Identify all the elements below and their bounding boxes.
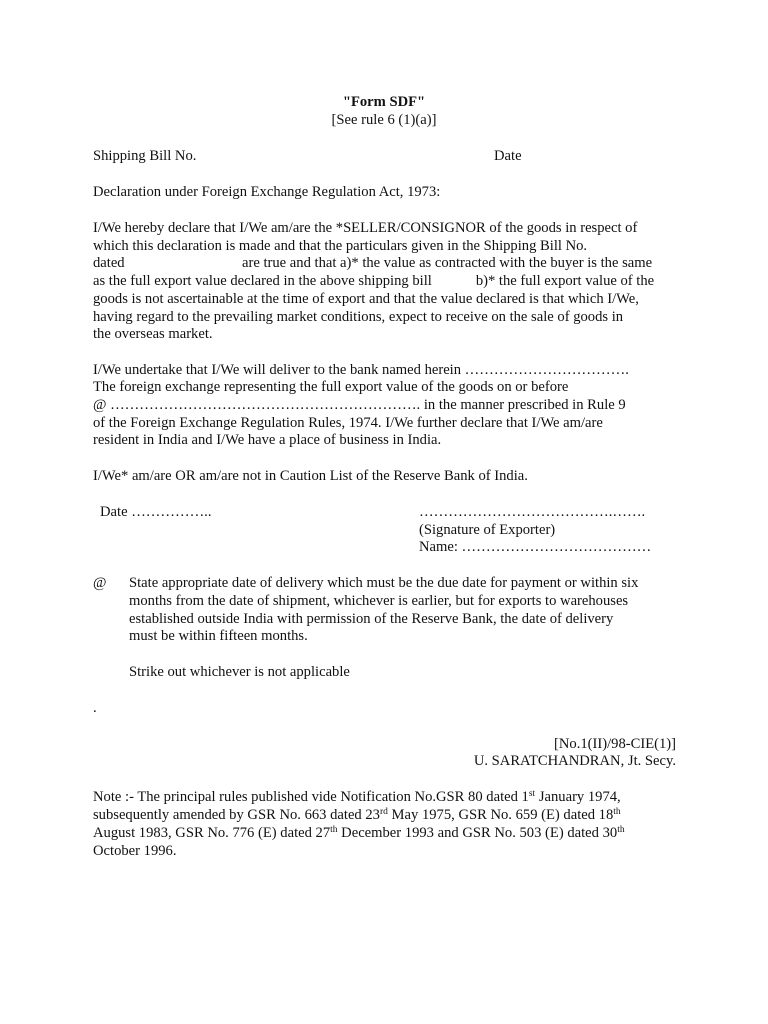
ordinal-suffix: th bbox=[617, 825, 625, 835]
signature-label: (Signature of Exporter) bbox=[419, 522, 556, 538]
footnote-line: State appropriate date of delivery which must be the due date for payment or within six bbox=[129, 575, 639, 591]
para1-line-right: b)* the full export value of the bbox=[475, 273, 655, 289]
shipping-bill-label: Shipping Bill No. bbox=[93, 148, 197, 164]
para1-line-dated: dated bbox=[93, 255, 125, 271]
note-line bbox=[93, 824, 625, 842]
exporter-name-line: Name: ………………………………… bbox=[419, 539, 652, 555]
para2-line: @ ………………………………………………………. in the manner prescribed in Rule 9 bbox=[93, 397, 626, 413]
note-text: December 1993 and GSR No. 503 (E) dated 30 bbox=[337, 825, 618, 841]
declaration-heading: Declaration under Foreign Exchange Regulation Act, 1973: bbox=[93, 184, 441, 200]
footnote-marker: @ bbox=[93, 575, 107, 591]
note-line bbox=[93, 788, 621, 806]
strike-out-note: Strike out whichever is not applicable bbox=[129, 664, 350, 680]
para1-line-left: as the full export value declared in the above shipping bill bbox=[93, 273, 432, 289]
form-title: "Form SDF" bbox=[342, 94, 426, 110]
note-text: Note :- The principal rules published vide Notification No.GSR 80 dated 1 bbox=[93, 789, 529, 805]
signature-dots-line: ………………………………….……. bbox=[419, 504, 646, 520]
para1-line: goods is not ascertainable at the time of export and that the value declared is that which I/We, bbox=[93, 291, 639, 307]
para2-line: of the Foreign Exchange Regulation Rules, 1974. I/We further declare that I/We am/are bbox=[93, 415, 603, 431]
ordinal-suffix: th bbox=[613, 807, 621, 817]
para1-line: which this declaration is made and that the particulars given in the Shipping Bill No. bbox=[93, 238, 588, 254]
caution-list-line: I/We* am/are OR am/are not in Caution List of the Reserve Bank of India. bbox=[93, 468, 528, 484]
note-text: subsequently amended by GSR No. 663 dated 23 bbox=[93, 807, 380, 823]
note-text: May 1975, GSR No. 659 (E) dated 18 bbox=[387, 807, 614, 823]
para1-line: the overseas market. bbox=[93, 326, 213, 342]
para1-line bbox=[93, 272, 654, 290]
notification-reference: [No.1(II)/98-CIE(1)] bbox=[554, 736, 676, 752]
rule-reference: [See rule 6 (1)(a)] bbox=[331, 112, 437, 128]
ordinal-suffix: st bbox=[528, 789, 536, 799]
stray-mark: . bbox=[93, 700, 97, 716]
note-text: August 1983, GSR No. 776 (E) dated 27 bbox=[93, 825, 331, 841]
footnote-line: established outside India with permission of the Reserve Bank, the date of delivery bbox=[129, 611, 614, 627]
para1-line: I/We hereby declare that I/We am/are the *SELLER/CONSIGNOR of the goods in respect of bbox=[93, 220, 638, 236]
signatory-name: U. SARATCHANDRAN, Jt. Secy. bbox=[473, 753, 676, 769]
ordinal-suffix: th bbox=[330, 825, 338, 835]
para1-line: having regard to the prevailing market conditions, expect to receive on the sale of goods in bbox=[93, 309, 624, 325]
footnote-line: months from the date of shipment, whichever is earlier, but for exports to warehouses bbox=[129, 593, 629, 609]
signature-date-line: Date …………….. bbox=[100, 504, 212, 520]
para1-line: are true and that a)* the value as contracted with the buyer is the same bbox=[242, 255, 653, 271]
ordinal-suffix: rd bbox=[379, 807, 388, 817]
note-line bbox=[93, 806, 621, 824]
para2-line: The foreign exchange representing the full export value of the goods on or before bbox=[93, 379, 569, 395]
note-line: October 1996. bbox=[93, 843, 177, 859]
date-label: Date bbox=[494, 148, 522, 164]
para2-line: resident in India and I/We have a place of business in India. bbox=[93, 432, 442, 448]
para2-line: I/We undertake that I/We will deliver to the bank named herein ……………………………. bbox=[93, 362, 629, 378]
footnote-line: must be within fifteen months. bbox=[129, 628, 308, 644]
note-text: January 1974, bbox=[535, 789, 621, 805]
